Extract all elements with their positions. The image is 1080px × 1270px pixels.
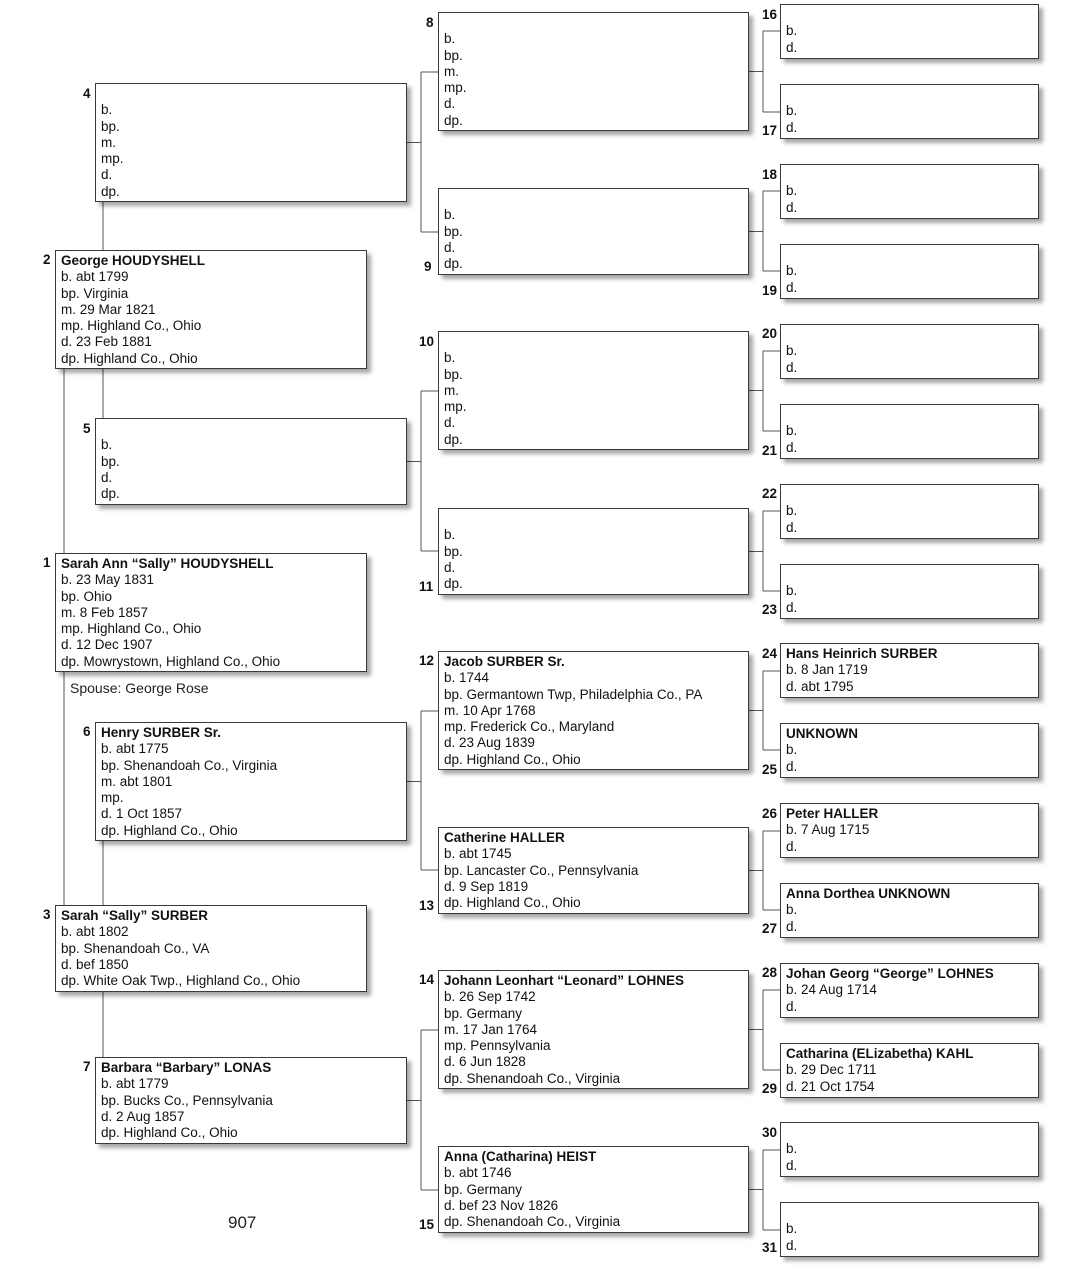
person-detail-line: d. bbox=[444, 239, 456, 255]
person-detail-line: bp. Germany bbox=[444, 1005, 523, 1021]
page-number: 907 bbox=[228, 1213, 257, 1232]
person-detail-line: d. bbox=[786, 279, 798, 295]
person-name bbox=[786, 487, 1033, 503]
person-detail-line: b. bbox=[786, 1221, 798, 1237]
person-box-13 bbox=[438, 827, 749, 914]
person-detail-line: m. 8 Feb 1857 bbox=[61, 604, 149, 620]
person-name bbox=[786, 327, 1033, 343]
person-box-9 bbox=[438, 188, 749, 275]
person-number: 2 bbox=[43, 252, 51, 267]
person-detail-line: b. bbox=[444, 527, 456, 543]
person-number: 4 bbox=[83, 86, 91, 101]
person-detail-line: d. 12 Dec 1907 bbox=[61, 637, 153, 653]
person-detail-line: d. 23 Feb 1881 bbox=[61, 334, 152, 350]
person-detail-line: dp. bbox=[444, 431, 463, 447]
person-box-4 bbox=[95, 83, 407, 202]
person-detail-line: bp. Germany bbox=[444, 1181, 523, 1197]
person-name: UNKNOWN bbox=[786, 726, 858, 741]
person-name bbox=[444, 191, 743, 207]
person-name: Anna (Catharina) HEIST bbox=[444, 1149, 597, 1164]
person-number: 26 bbox=[762, 806, 778, 821]
person-box-23 bbox=[780, 564, 1039, 619]
person-detail-line: b. bbox=[786, 423, 798, 439]
person-detail-line: dp. bbox=[101, 183, 120, 199]
person-detail-line: d. 9 Sep 1819 bbox=[444, 878, 529, 894]
person-box-28 bbox=[780, 963, 1039, 1018]
person-detail-line: d. bbox=[786, 199, 798, 215]
person-number: 1 bbox=[43, 555, 51, 570]
person-detail-line: d. bbox=[786, 599, 798, 615]
person-detail-line: b. bbox=[101, 102, 113, 118]
person-detail-line: b. bbox=[444, 207, 456, 223]
person-number: 5 bbox=[83, 421, 91, 436]
person-detail-line: m. abt 1801 bbox=[101, 773, 173, 789]
person-number: 28 bbox=[762, 965, 778, 980]
person-box-1 bbox=[55, 553, 367, 672]
person-name: Sarah “Sally” SURBER bbox=[61, 908, 209, 923]
person-box-15 bbox=[438, 1146, 749, 1233]
person-box-6 bbox=[95, 722, 407, 841]
person-detail-line: dp. bbox=[444, 256, 463, 272]
person-detail-line: bp. Shenandoah Co., Virginia bbox=[101, 757, 278, 773]
person-box-19 bbox=[780, 244, 1039, 299]
person-detail-line: d. 23 Aug 1839 bbox=[444, 735, 535, 751]
person-detail-line: d. abt 1795 bbox=[786, 678, 854, 694]
person-box-5 bbox=[95, 418, 407, 505]
person-number: 15 bbox=[419, 1217, 435, 1232]
person-name bbox=[101, 86, 401, 102]
person-box-10 bbox=[438, 331, 749, 450]
person-number: 3 bbox=[43, 907, 51, 922]
person-detail-line: d. bbox=[786, 918, 798, 934]
person-detail-line: d. 2 Aug 1857 bbox=[101, 1108, 185, 1124]
person-number: 16 bbox=[762, 7, 778, 22]
person-detail-line: bp. bbox=[444, 366, 463, 382]
person-box-16 bbox=[780, 4, 1039, 59]
person-box-3 bbox=[55, 905, 367, 992]
person-detail-line: b. bbox=[786, 503, 798, 519]
person-name: Peter HALLER bbox=[786, 806, 879, 821]
person-detail-line: b. 8 Jan 1719 bbox=[786, 662, 868, 678]
person-detail-line: dp. bbox=[444, 576, 463, 592]
person-name bbox=[786, 87, 1033, 103]
person-detail-line: b. bbox=[786, 742, 798, 758]
person-detail-line: mp. bbox=[444, 399, 467, 415]
person-detail-line: b. bbox=[444, 350, 456, 366]
person-name: Barbara “Barbary” LONAS bbox=[101, 1060, 272, 1075]
person-detail-line: mp. bbox=[101, 790, 124, 806]
person-box-2 bbox=[55, 250, 367, 369]
person-number: 17 bbox=[762, 123, 778, 138]
person-detail-line: d. 1 Oct 1857 bbox=[101, 806, 183, 822]
person-box-21 bbox=[780, 404, 1039, 459]
person-detail-line: d. bbox=[444, 559, 456, 575]
person-box-22 bbox=[780, 484, 1039, 539]
person-detail-line: dp. Shenandoah Co., Virginia bbox=[444, 1070, 621, 1086]
person-name bbox=[444, 334, 743, 350]
spouse-label: Spouse: George Rose bbox=[70, 680, 209, 696]
person-detail-line: bp. bbox=[444, 47, 463, 63]
person-detail-line: d. bbox=[786, 39, 798, 55]
person-detail-line: m. 29 Mar 1821 bbox=[61, 301, 156, 317]
person-detail-line: b. bbox=[786, 103, 798, 119]
person-number: 29 bbox=[762, 1081, 778, 1096]
person-detail-line: d. bbox=[786, 1237, 798, 1253]
person-name: Jacob SURBER Sr. bbox=[444, 654, 565, 669]
person-detail-line: b. bbox=[786, 23, 798, 39]
person-number: 7 bbox=[83, 1059, 91, 1074]
person-detail-line: b. 29 Dec 1711 bbox=[786, 1062, 877, 1078]
person-detail-line: mp. Highland Co., Ohio bbox=[61, 621, 202, 637]
person-name: Henry SURBER Sr. bbox=[101, 725, 222, 740]
person-detail-line: d. bef 23 Nov 1826 bbox=[444, 1197, 559, 1213]
person-number: 13 bbox=[419, 898, 435, 913]
person-detail-line: mp. bbox=[101, 151, 124, 167]
person-detail-line: bp. bbox=[101, 453, 120, 469]
person-number: 25 bbox=[762, 762, 778, 777]
person-box-25 bbox=[780, 723, 1039, 778]
person-detail-line: dp. White Oak Twp., Highland Co., Ohio bbox=[61, 973, 301, 989]
person-name bbox=[444, 511, 743, 527]
person-detail-line: d. bbox=[786, 119, 798, 135]
person-number: 20 bbox=[762, 326, 778, 341]
person-box-29 bbox=[780, 1043, 1039, 1098]
person-number: 6 bbox=[83, 724, 91, 739]
person-box-26 bbox=[780, 803, 1039, 858]
person-box-20 bbox=[780, 324, 1039, 379]
person-detail-line: bp. Virginia bbox=[61, 285, 129, 301]
person-detail-line: dp. Highland Co., Ohio bbox=[444, 895, 581, 911]
person-detail-line: b. abt 1746 bbox=[444, 1165, 512, 1181]
person-detail-line: m. bbox=[101, 134, 116, 150]
person-detail-line: b. abt 1779 bbox=[101, 1076, 169, 1092]
person-name bbox=[786, 247, 1033, 263]
person-detail-line: b. bbox=[444, 31, 456, 47]
person-detail-line: b. 1744 bbox=[444, 670, 490, 686]
person-detail-line: bp. Germantown Twp, Philadelphia Co., PA bbox=[444, 686, 703, 702]
person-number: 9 bbox=[424, 259, 432, 274]
person-detail-line: d. bbox=[786, 359, 798, 375]
person-number: 30 bbox=[762, 1125, 778, 1140]
person-detail-line: dp. Mowrystown, Highland Co., Ohio bbox=[61, 653, 281, 669]
person-name: Catherine HALLER bbox=[444, 830, 565, 845]
person-number: 21 bbox=[762, 443, 778, 458]
person-detail-line: dp. Highland Co., Ohio bbox=[101, 822, 238, 838]
person-detail-line: b. bbox=[786, 1141, 798, 1157]
person-number: 14 bbox=[419, 972, 435, 987]
person-detail-line: dp. Shenandoah Co., Virginia bbox=[444, 1214, 621, 1230]
person-detail-line: d. bbox=[786, 519, 798, 535]
person-detail-line: dp. Highland Co., Ohio bbox=[101, 1125, 238, 1141]
person-detail-line: dp. bbox=[444, 112, 463, 128]
person-detail-line: bp. Lancaster Co., Pennsylvania bbox=[444, 862, 639, 878]
person-name bbox=[786, 7, 1033, 23]
person-name bbox=[101, 421, 401, 437]
person-box-14 bbox=[438, 970, 749, 1089]
person-box-27 bbox=[780, 883, 1039, 938]
person-name bbox=[786, 167, 1033, 183]
person-detail-line: b. 23 May 1831 bbox=[61, 572, 155, 588]
person-detail-line: bp. bbox=[444, 543, 463, 559]
person-box-24 bbox=[780, 643, 1039, 698]
person-name: Catharina (ELizabetha) KAHL bbox=[786, 1046, 974, 1061]
person-box-30 bbox=[780, 1122, 1039, 1177]
person-box-31 bbox=[780, 1202, 1039, 1257]
person-name: Sarah Ann “Sally” HOUDYSHELL bbox=[61, 556, 274, 571]
person-detail-line: mp. bbox=[444, 80, 467, 96]
person-detail-line: b. 26 Sep 1742 bbox=[444, 989, 536, 1005]
person-detail-line: b. 7 Aug 1715 bbox=[786, 822, 870, 838]
person-detail-line: d. bbox=[101, 469, 113, 485]
person-detail-line: m. bbox=[444, 382, 459, 398]
person-number: 10 bbox=[419, 334, 435, 349]
person-number: 12 bbox=[419, 653, 435, 668]
person-detail-line: d. bbox=[786, 998, 798, 1014]
person-name: George HOUDYSHELL bbox=[61, 253, 206, 268]
person-name bbox=[786, 1125, 1033, 1141]
person-detail-line: b. abt 1799 bbox=[61, 269, 129, 285]
person-detail-line: b. 24 Aug 1714 bbox=[786, 982, 877, 998]
person-box-18 bbox=[780, 164, 1039, 219]
person-detail-line: d. 6 Jun 1828 bbox=[444, 1054, 526, 1070]
person-name bbox=[786, 407, 1033, 423]
person-name: Anna Dorthea UNKNOWN bbox=[786, 886, 951, 901]
person-detail-line: mp. Highland Co., Ohio bbox=[61, 318, 202, 334]
person-box-17 bbox=[780, 84, 1039, 139]
person-name: Johann Leonhart “Leonard” LOHNES bbox=[444, 973, 685, 988]
person-name bbox=[444, 15, 743, 31]
person-detail-line: b. bbox=[786, 583, 798, 599]
person-detail-line: bp. Shenandoah Co., VA bbox=[61, 940, 210, 956]
person-detail-line: b. bbox=[786, 343, 798, 359]
person-number: 11 bbox=[419, 579, 434, 594]
person-number: 19 bbox=[762, 283, 778, 298]
person-detail-line: d. bbox=[786, 1157, 798, 1173]
person-detail-line: bp. bbox=[101, 118, 120, 134]
person-box-12 bbox=[438, 651, 749, 770]
person-box-11 bbox=[438, 508, 749, 595]
person-detail-line: d. bbox=[786, 838, 798, 854]
person-number: 27 bbox=[762, 921, 778, 936]
person-number: 22 bbox=[762, 486, 778, 501]
person-name bbox=[786, 567, 1033, 583]
person-name: Hans Heinrich SURBER bbox=[786, 646, 938, 661]
person-detail-line: m. 17 Jan 1764 bbox=[444, 1021, 538, 1037]
person-detail-line: dp. Highland Co., Ohio bbox=[444, 751, 581, 767]
person-box-7 bbox=[95, 1057, 407, 1144]
person-box-8 bbox=[438, 12, 749, 131]
person-detail-line: dp. bbox=[101, 486, 120, 502]
person-name bbox=[786, 1205, 1033, 1221]
person-number: 24 bbox=[762, 646, 778, 661]
person-number: 8 bbox=[426, 15, 434, 30]
person-detail-line: d. bbox=[444, 96, 456, 112]
person-detail-line: m. bbox=[444, 63, 459, 79]
person-detail-line: d. bef 1850 bbox=[61, 956, 129, 972]
person-detail-line: b. abt 1775 bbox=[101, 741, 169, 757]
person-detail-line: m. 10 Apr 1768 bbox=[444, 702, 536, 718]
person-detail-line: b. abt 1802 bbox=[61, 924, 129, 940]
person-detail-line: b. bbox=[786, 183, 798, 199]
person-detail-line: mp. Frederick Co., Maryland bbox=[444, 719, 615, 735]
person-detail-line: d. bbox=[444, 415, 456, 431]
person-detail-line: d. bbox=[786, 439, 798, 455]
person-number: 18 bbox=[762, 167, 778, 182]
person-detail-line: b. bbox=[786, 263, 798, 279]
person-detail-line: d. bbox=[786, 758, 798, 774]
person-detail-line: d. 21 Oct 1754 bbox=[786, 1078, 875, 1094]
person-detail-line: b. bbox=[101, 437, 113, 453]
person-detail-line: bp. bbox=[444, 223, 463, 239]
person-detail-line: mp. Pennsylvania bbox=[444, 1038, 551, 1054]
person-detail-line: dp. Highland Co., Ohio bbox=[61, 350, 198, 366]
person-name: Johan Georg “George” LOHNES bbox=[786, 966, 994, 981]
person-number: 23 bbox=[762, 602, 778, 617]
person-number: 31 bbox=[762, 1240, 778, 1255]
person-detail-line: b. bbox=[786, 902, 798, 918]
person-detail-line: bp. Bucks Co., Pennsylvania bbox=[101, 1092, 273, 1108]
person-detail-line: b. abt 1745 bbox=[444, 846, 512, 862]
person-detail-line: bp. Ohio bbox=[61, 588, 113, 604]
person-detail-line: d. bbox=[101, 167, 113, 183]
